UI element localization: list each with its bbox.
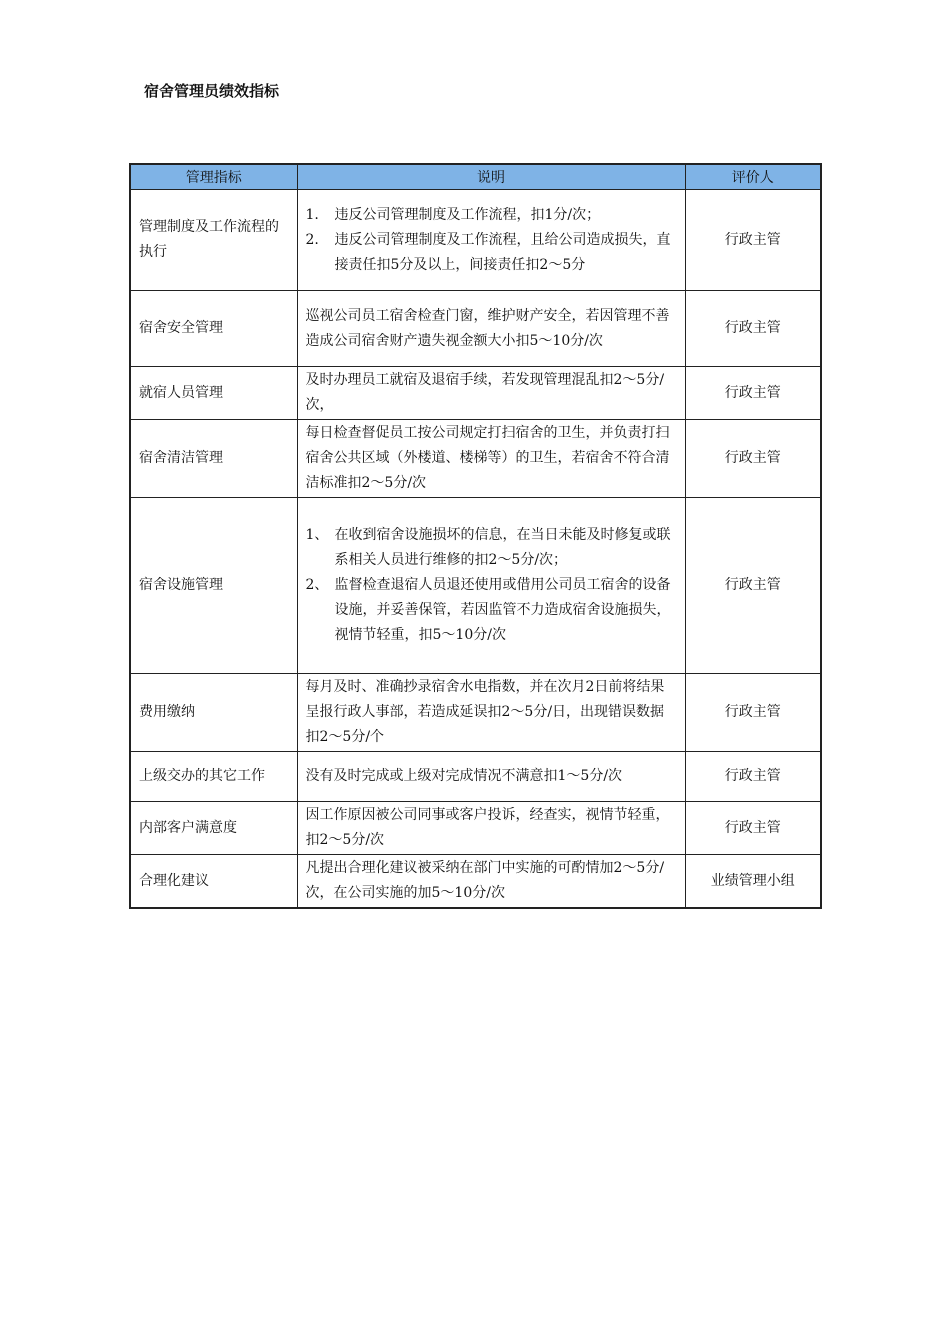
table-header-row xyxy=(130,164,821,190)
evaluator-cell: 行政主管 xyxy=(685,674,821,752)
item-number: 1. xyxy=(305,206,319,223)
table-row xyxy=(130,420,821,498)
list-item xyxy=(306,203,677,228)
header-description: 说明 xyxy=(297,164,685,190)
description-cell: 没有及时完成或上级对完成情况不满意扣1～5分/次 xyxy=(297,752,685,802)
item-text: 在收到宿舍设施损坏的信息，在当日未能及时修复或联系相关人员进行维修的扣2～5分/次； xyxy=(334,527,671,568)
table-row xyxy=(130,674,821,752)
indicator-cell: 合理化建议 xyxy=(130,855,297,909)
table-row xyxy=(130,367,821,420)
description-cell: 每月及时、准确抄录宿舍水电指数，并在次月2日前将结果呈报行政人事部，若造成延误扣2～5分/日，出现错误数据扣2～5分/个 xyxy=(297,674,685,752)
evaluator-cell: 行政主管 xyxy=(685,498,821,674)
header-evaluator: 评价人 xyxy=(685,164,821,190)
header-indicator: 管理指标 xyxy=(130,164,297,190)
table-row xyxy=(130,498,821,674)
indicator-cell: 就宿人员管理 xyxy=(130,367,297,420)
description-cell xyxy=(297,190,685,291)
evaluator-cell: 行政主管 xyxy=(685,802,821,855)
evaluator-cell: 行政主管 xyxy=(685,190,821,291)
item-number: 2、 xyxy=(305,577,329,593)
item-text: 监督检查退宿人员退还使用或借用公司员工宿舍的设备设施，并妥善保管，若因监管不力造成宿舍设施损失，视情节轻重，扣5～10分/次 xyxy=(334,577,671,643)
evaluator-cell: 行政主管 xyxy=(685,752,821,802)
indicator-cell: 管理制度及工作流程的执行 xyxy=(130,190,297,291)
description-cell: 巡视公司员工宿舍检查门窗，维护财产安全，若因管理不善造成公司宿舍财产遗失视金额大小扣5～10分/次 xyxy=(297,291,685,367)
indicator-cell: 上级交办的其它工作 xyxy=(130,752,297,802)
item-number: 2. xyxy=(305,231,319,248)
indicator-cell: 内部客户满意度 xyxy=(130,802,297,855)
indicator-cell: 费用缴纳 xyxy=(130,674,297,752)
evaluator-cell: 行政主管 xyxy=(685,420,821,498)
indicator-cell: 宿舍清洁管理 xyxy=(130,420,297,498)
list-item xyxy=(306,573,677,648)
evaluator-cell: 行政主管 xyxy=(685,367,821,420)
table-row xyxy=(130,752,821,802)
description-cell: 每日检查督促员工按公司规定打扫宿舍的卫生，并负责打扫宿舍公共区域（外楼道、楼梯等）的卫生，若宿舍不符合清洁标准扣2～5分/次 xyxy=(297,420,685,498)
table-row xyxy=(130,802,821,855)
list-item xyxy=(306,228,677,278)
description-cell xyxy=(297,498,685,674)
evaluator-cell: 业绩管理小组 xyxy=(685,855,821,909)
page-title: 宿舍管理员绩效指标 xyxy=(144,82,280,100)
description-cell: 凡提出合理化建议被采纳在部门中实施的可酌情加2～5分/次，在公司实施的加5～10分/次 xyxy=(297,855,685,909)
kpi-table xyxy=(129,163,822,909)
item-number: 1、 xyxy=(305,527,329,543)
evaluator-cell: 行政主管 xyxy=(685,291,821,367)
table-row xyxy=(130,855,821,909)
table-row xyxy=(130,291,821,367)
indicator-cell: 宿舍安全管理 xyxy=(130,291,297,367)
list-item xyxy=(306,523,677,573)
item-text: 违反公司管理制度及工作流程，且给公司造成损失，直接责任扣5分及以上，间接责任扣2～5分 xyxy=(334,231,671,273)
indicator-cell: 宿舍设施管理 xyxy=(130,498,297,674)
table-row xyxy=(130,190,821,291)
item-text: 违反公司管理制度及工作流程，扣1分/次； xyxy=(334,206,601,223)
description-cell: 因工作原因被公司同事或客户投诉，经查实，视情节轻重，扣2～5分/次 xyxy=(297,802,685,855)
description-cell: 及时办理员工就宿及退宿手续，若发现管理混乱扣2～5分/次， xyxy=(297,367,685,420)
